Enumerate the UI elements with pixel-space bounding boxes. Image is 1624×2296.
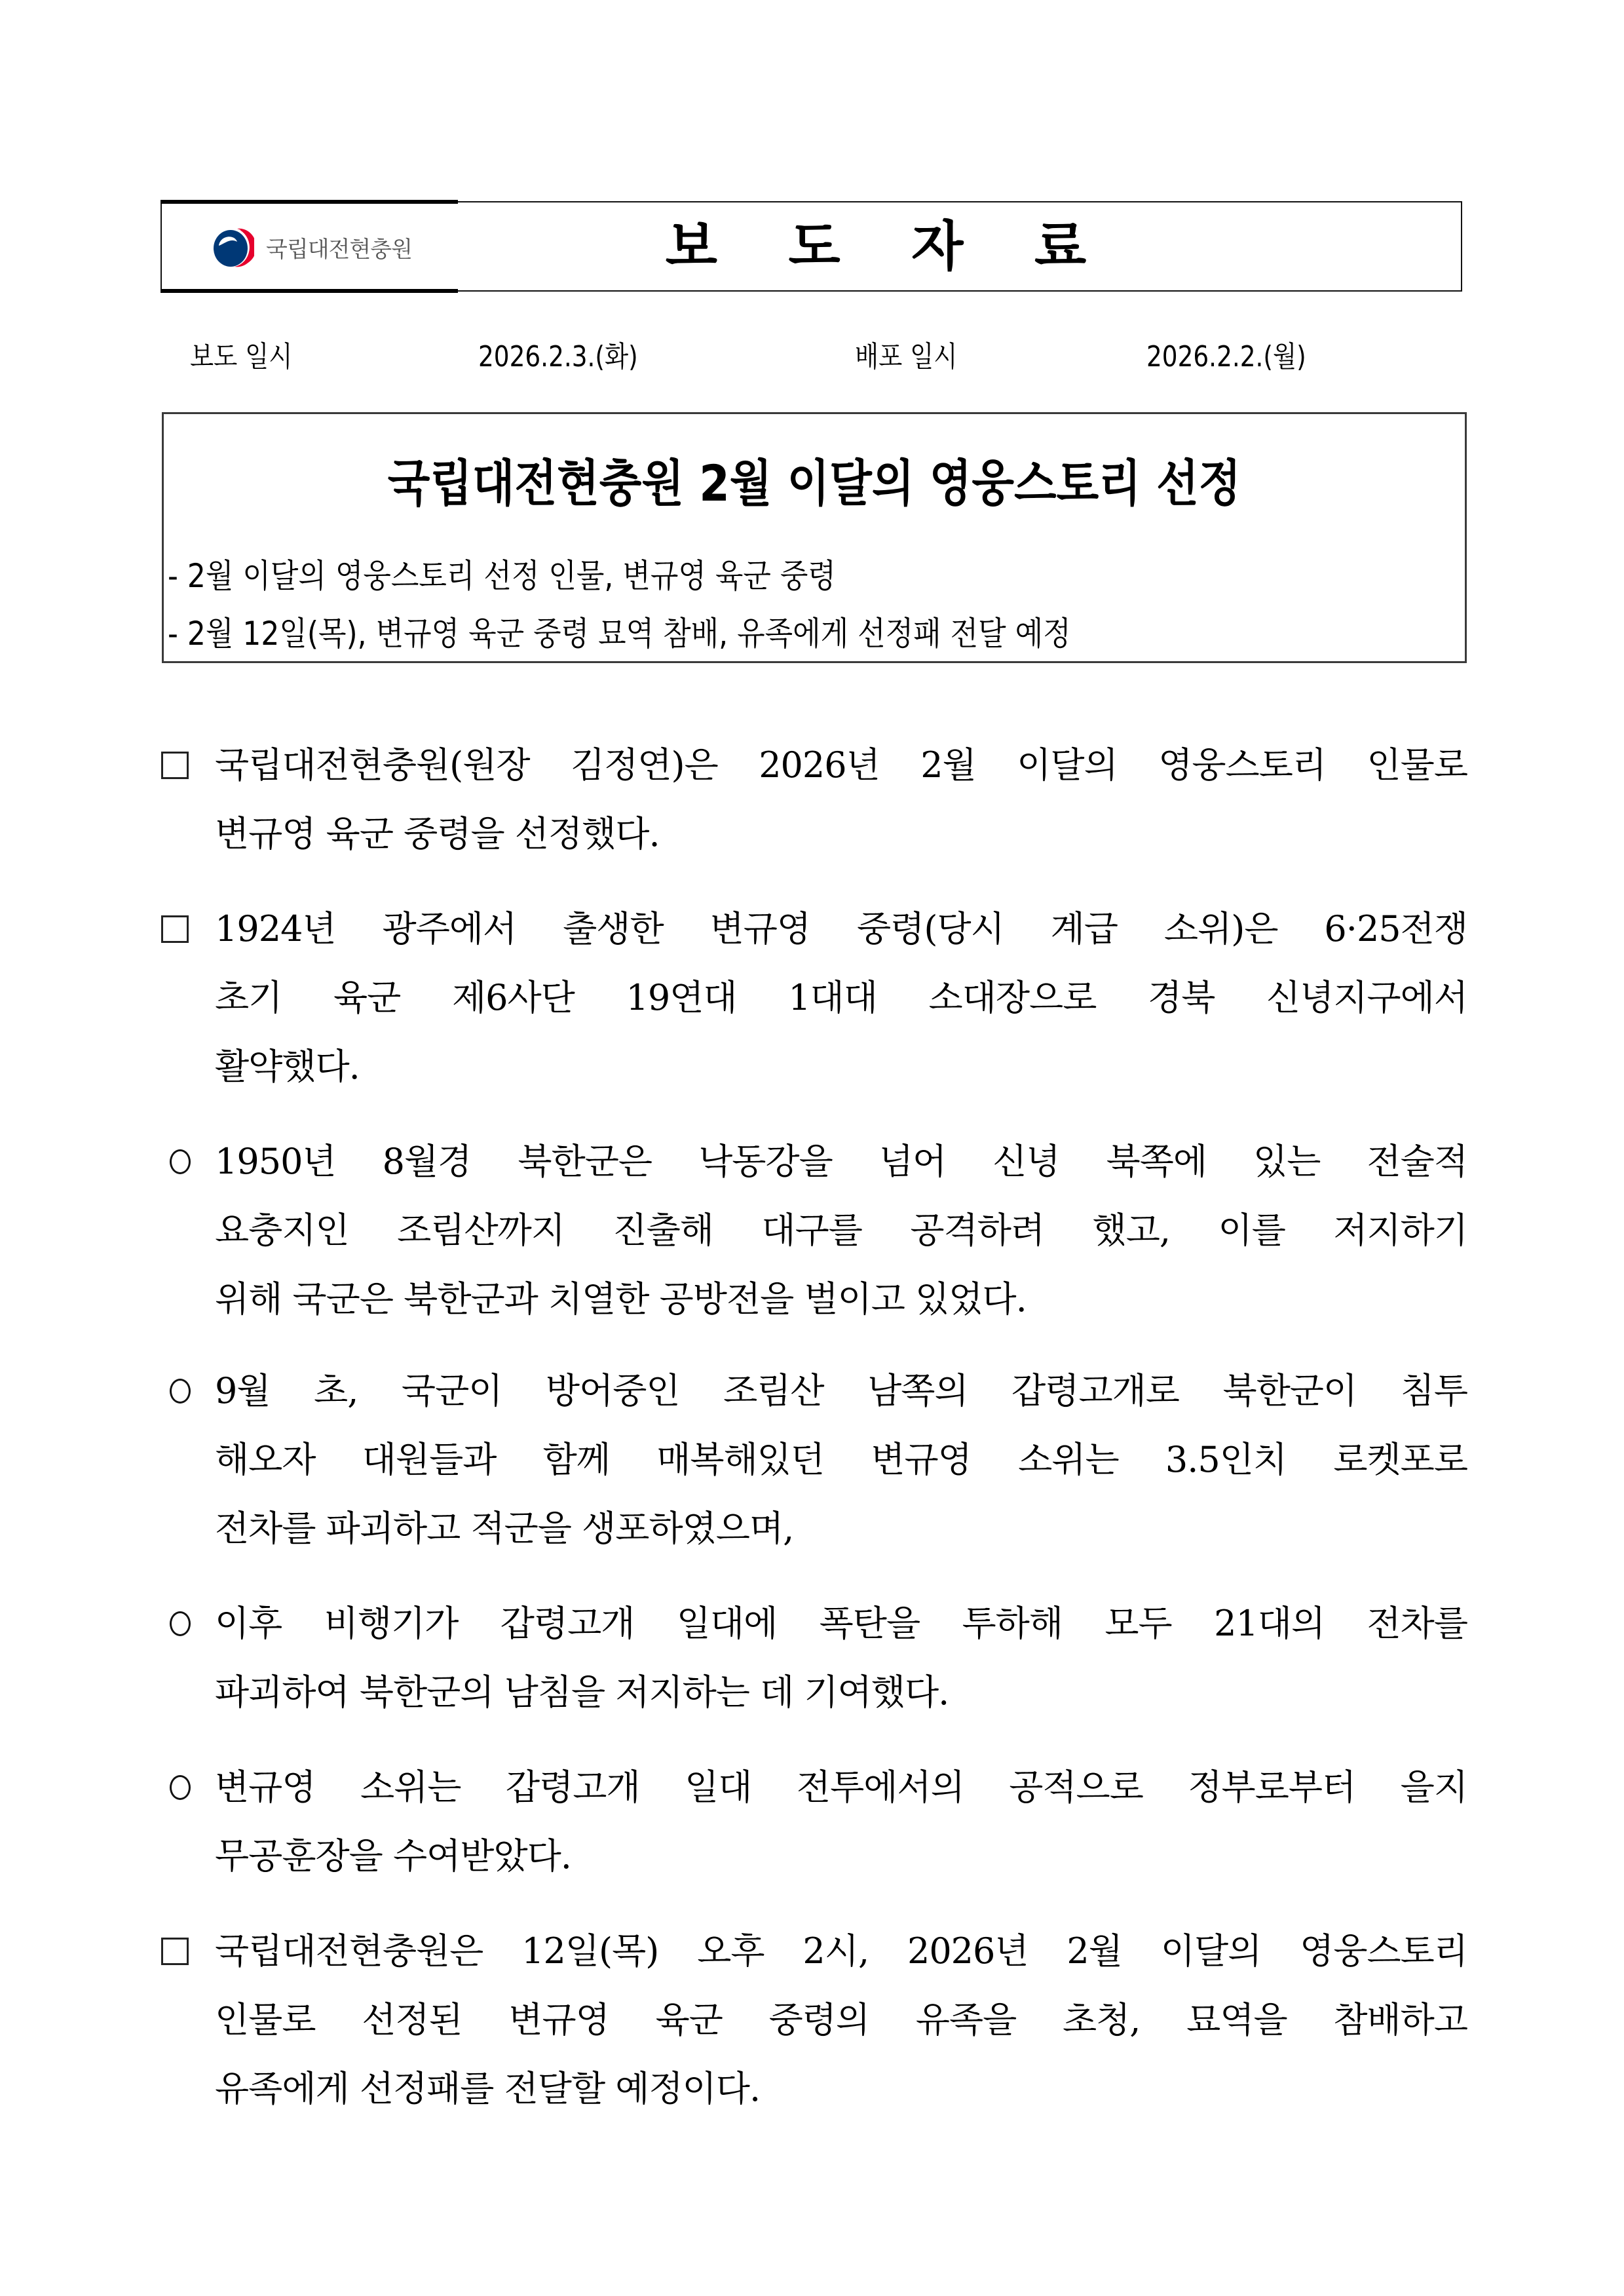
document-type-title: 보 도 자 료 — [665, 216, 1113, 278]
paragraph-line: 국립대전현충원은 12일(목) 오후 2시, 2026년 2월 이달의 영웅스토리 — [215, 1930, 1467, 1972]
paragraph-line: 인물로 선정된 변규영 육군 중령의 유족을 초청, 묘역을 참배하고 — [215, 1999, 1467, 2040]
paragraph-line: 활약했다. — [215, 1046, 360, 1087]
distribution-date-value: 2026.2.2.(월) — [1146, 340, 1306, 373]
header-thick-border-top — [161, 200, 458, 204]
release-date-label: 보도 일시 — [190, 340, 293, 373]
paragraph-line: 전차를 파괴하고 적군을 생포하였으며, — [215, 1508, 794, 1549]
paragraph-line: 1924년 광주에서 출생한 변규영 중령(당시 계급 소위)은 6·25전쟁 — [215, 908, 1467, 949]
paragraph-line: 변규영 소위는 갑령고개 일대 전투에서의 공적으로 정부로부터 을지 — [215, 1767, 1467, 1808]
circle-bullet-icon — [159, 1127, 213, 1196]
paragraph-line: 위해 국군은 북한군과 치열한 공방전을 벌이고 있었다. — [215, 1278, 1027, 1320]
paragraph-line: 파괴하여 북한군의 남침을 저지하는 데 기여했다. — [215, 1672, 949, 1713]
header-thick-border-bottom — [161, 289, 458, 293]
square-bullet-icon — [159, 731, 213, 799]
release-date-value: 2026.2.3.(화) — [478, 340, 638, 373]
paragraph-line: 국립대전현충원(원장 김정연)은 2026년 2월 이달의 영웅스토리 인물로 — [215, 744, 1467, 786]
paragraph-line: 변규영 육군 중령을 선정했다. — [215, 813, 660, 854]
distribution-date-label: 배포 일시 — [855, 340, 958, 373]
organization-logo — [211, 223, 412, 271]
paragraph-line: 무공훈장을 수여받았다. — [215, 1835, 571, 1877]
paragraph-line: 9월 초, 국군이 방어중인 조림산 남쪽의 갑령고개로 북한군이 침투 — [215, 1370, 1467, 1411]
paragraph-line: 요충지인 조림산까지 진출해 대구를 공격하려 했고, 이를 저지하기 — [215, 1210, 1467, 1251]
press-release-header — [161, 201, 1462, 292]
paragraph-line: 이후 비행기가 갑령고개 일대에 폭탄을 투하해 모두 21대의 전차를 — [215, 1603, 1467, 1644]
paragraph-line: 해오자 대원들과 함께 매복해있던 변규영 소위는 3.5인치 로켓포로 — [215, 1439, 1467, 1480]
square-bullet-icon — [159, 1917, 213, 1985]
headline: 국립대전현충원 2월 이달의 영웅스토리 선정 — [387, 454, 1241, 512]
paragraph-line: 유족에게 선정패를 전달할 예정이다. — [215, 2068, 761, 2109]
headline-box — [162, 412, 1467, 663]
paragraph-line: 초기 육군 제6사단 19연대 1대대 소대장으로 경북 신녕지구에서 — [215, 977, 1467, 1018]
circle-bullet-icon — [159, 1589, 213, 1658]
subheadline-1: - 2월 이달의 영웅스토리 선정 인물, 변규영 육군 중령 — [168, 557, 836, 595]
square-bullet-icon — [159, 894, 213, 963]
circle-bullet-icon — [159, 1356, 213, 1425]
subheadline-2: - 2월 12일(목), 변규영 육군 중령 묘역 참배, 유족에게 선정패 전달 예정 — [168, 615, 1071, 653]
paragraph-line: 1950년 8월경 북한군은 낙동강을 넘어 신녕 북쪽에 있는 전술적 — [215, 1141, 1467, 1182]
taegeuk-emblem-icon — [211, 223, 254, 271]
organization-name: 국립대전현충원 — [266, 236, 412, 263]
circle-bullet-icon — [159, 1753, 213, 1822]
